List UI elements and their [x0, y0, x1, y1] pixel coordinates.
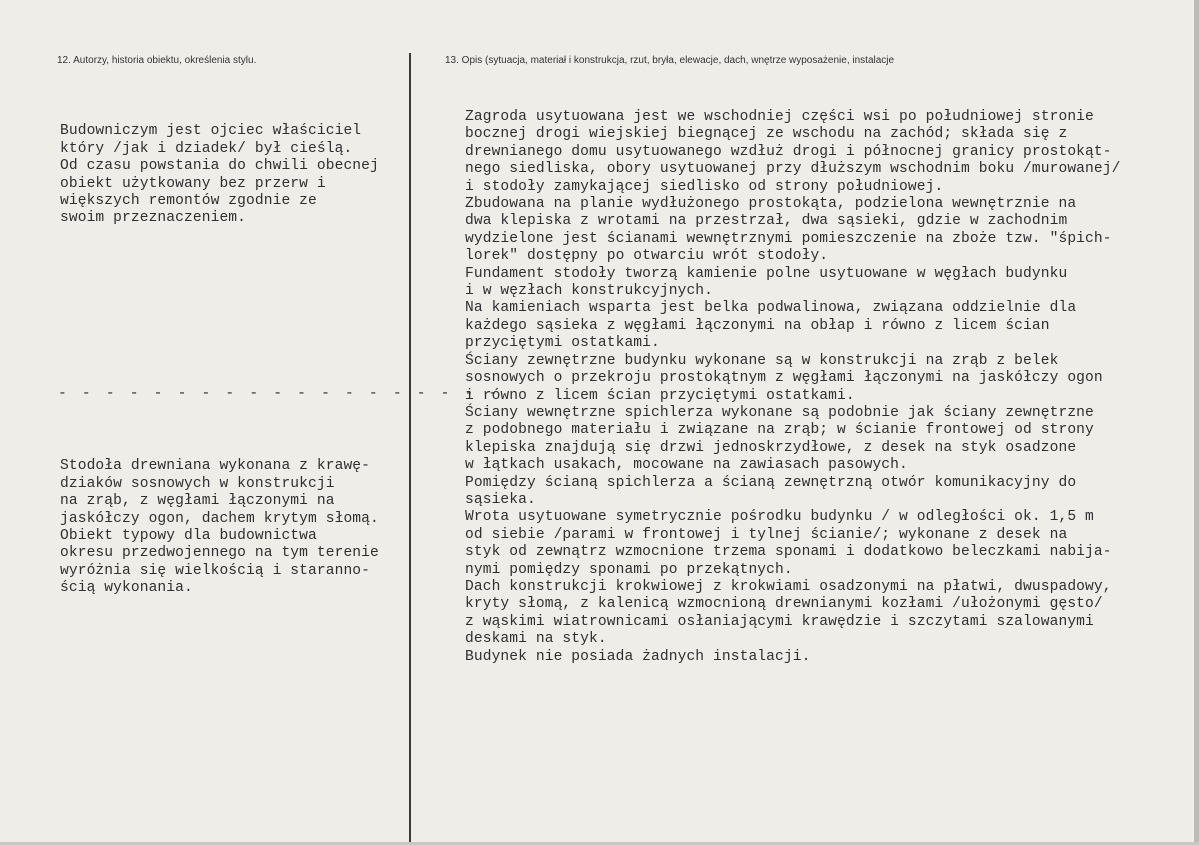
text-line: Wrota usytuowane symetrycznie pośrodku budynku / w odległości ok. 1,5 m	[465, 509, 1094, 526]
text-line: wydzielone jest ścianami wewnętrznymi pomieszczenie na zboże tzw. "śpich-	[465, 230, 1112, 247]
section-12-header: 12. Autorzy, historia obiektu, określenia stylu.	[57, 55, 257, 66]
authors-history-text	[60, 106, 379, 263]
text-line: Budynek nie posiada żadnych instalacji.	[465, 648, 811, 665]
text-line: i w węzłach konstrukcyjnych.	[465, 283, 714, 300]
text-line: z wąskimi wiatrownicami osłaniającymi krawędzie i szczytami szalowanymi	[465, 613, 1094, 630]
text-line: ścią wykonania.	[60, 580, 193, 597]
text-line: Ściany wewnętrzne spichlerza wykonane są podobnie jak ściany zewnętrzne	[465, 404, 1094, 421]
text-line: Na kamieniach wsparta jest belka podwalinowa, związana oddzielnie dla	[465, 300, 1077, 317]
text-line: drewnianego domu usytuowanego wzdłuż drogi i północnej granicy prostokąt-	[465, 143, 1112, 160]
text-line: z podobnego materiału i związane na zrąb; w ścianie frontowej od strony	[465, 422, 1094, 439]
text-line: nego siedliska, obory usytuowanej przy dłuższym wschodnim boku /murowanej/	[465, 161, 1121, 178]
text-line: w łątkach usakach, mocowane na zawiasach pasowych.	[465, 457, 908, 474]
text-line: Obiekt typowy dla budownictwa	[60, 528, 317, 545]
text-line: na zrąb, z węgłami łączonymi na	[60, 493, 335, 510]
text-line: deskami na styk.	[465, 631, 607, 648]
text-line: dziaków sosnowych w konstrukcji	[60, 475, 335, 492]
text-line: jaskółczy ogon, dachem krytym słomą.	[60, 510, 379, 527]
text-line: kryty słomą, z kalenicą wzmocnioną drewnianymi kozłami /ułożonymi gęsto/	[465, 596, 1103, 613]
text-line: i stodoły zamykającej siedlisko od strony południowej.	[465, 178, 944, 195]
text-line: przyciętymi ostatkami.	[465, 335, 660, 352]
dashed-separator: - - - - - - - - - - - - - - - - - - -	[58, 386, 501, 402]
text-line: i równo z licem ścian przyciętymi ostatkami.	[465, 387, 855, 404]
text-line: obiekt użytkowany bez przerw i	[60, 175, 326, 192]
column-divider	[409, 53, 411, 845]
text-line: każdego sąsieka z węgłami łączonymi na obłap i równo z licem ścian	[465, 317, 1050, 334]
text-line: klepiska znajdują się drzwi jednoskrzydłowe, z desek na styk osadzone	[465, 439, 1077, 456]
text-line: większych remontów zgodnie ze	[60, 193, 317, 210]
text-line: Zagroda usytuowana jest we wschodniej części wsi po południowej stronie	[465, 109, 1094, 125]
text-line: okresu przedwojennego na tym terenie	[60, 545, 379, 562]
text-line: Fundament stodoły tworzą kamienie polne usytuowane w węgłach budynku	[465, 265, 1068, 282]
text-line: od siebie /parami w frontowej i tylnej ścianie/; wykonane z desek na	[465, 526, 1068, 543]
style-description-text	[60, 441, 379, 632]
text-line: styk od zewnątrz wzmocnione trzema sponami i dodatkowo beleczkami nabija-	[465, 544, 1112, 561]
text-line: swoim przeznaczeniem.	[60, 210, 247, 227]
text-line: Od czasu powstania do chwili obecnej	[60, 158, 379, 175]
text-line: który /jak i dziadek/ był cieślą.	[60, 140, 353, 157]
page-edge	[1194, 0, 1199, 845]
text-line: Budowniczym jest ojciec właściciel	[60, 123, 362, 140]
section-13-header: 13. Opis (sytuacja, materiał i konstrukcja, rzut, bryła, elewacje, dach, wnętrze wyposażenie, instalacje	[445, 55, 895, 66]
text-line: Zbudowana na planie wydłużonego prostokąta, podzielona wewnętrznie na	[465, 196, 1077, 213]
text-line: bocznej drogi wiejskiej biegnącej ze wschodu na zachód; składa się z	[465, 126, 1068, 143]
text-line: Stodoła drewniana wykonana z krawę-	[60, 458, 371, 475]
text-line: Pomiędzy ścianą spichlerza a ścianą zewnętrzną otwór komunikacyjny do	[465, 474, 1077, 491]
text-line: Dach konstrukcji krokwiowej z krokwiami osadzonymi na płatwi, dwuspadowy,	[465, 578, 1112, 595]
building-description-text	[465, 109, 1120, 666]
text-line: wyróżnia się wielkością i staranno-	[60, 562, 371, 579]
text-line: nymi pomiędzy sponami po przekątnych.	[465, 561, 793, 578]
text-line: Ściany zewnętrzne budynku wykonane są w konstrukcji na zrąb z belek	[465, 352, 1059, 369]
text-line: sosnowych o przekroju prostokątnym z węgłami łączonymi na jaskółczy ogon	[465, 370, 1103, 387]
text-line: dwa klepiska z wrotami na przestrzał, dwa sąsieki, gdzie w zachodnim	[465, 213, 1068, 230]
text-line: sąsieka.	[465, 491, 536, 508]
text-line: lorek" dostępny po otwarciu wrót stodoły.	[465, 248, 829, 265]
